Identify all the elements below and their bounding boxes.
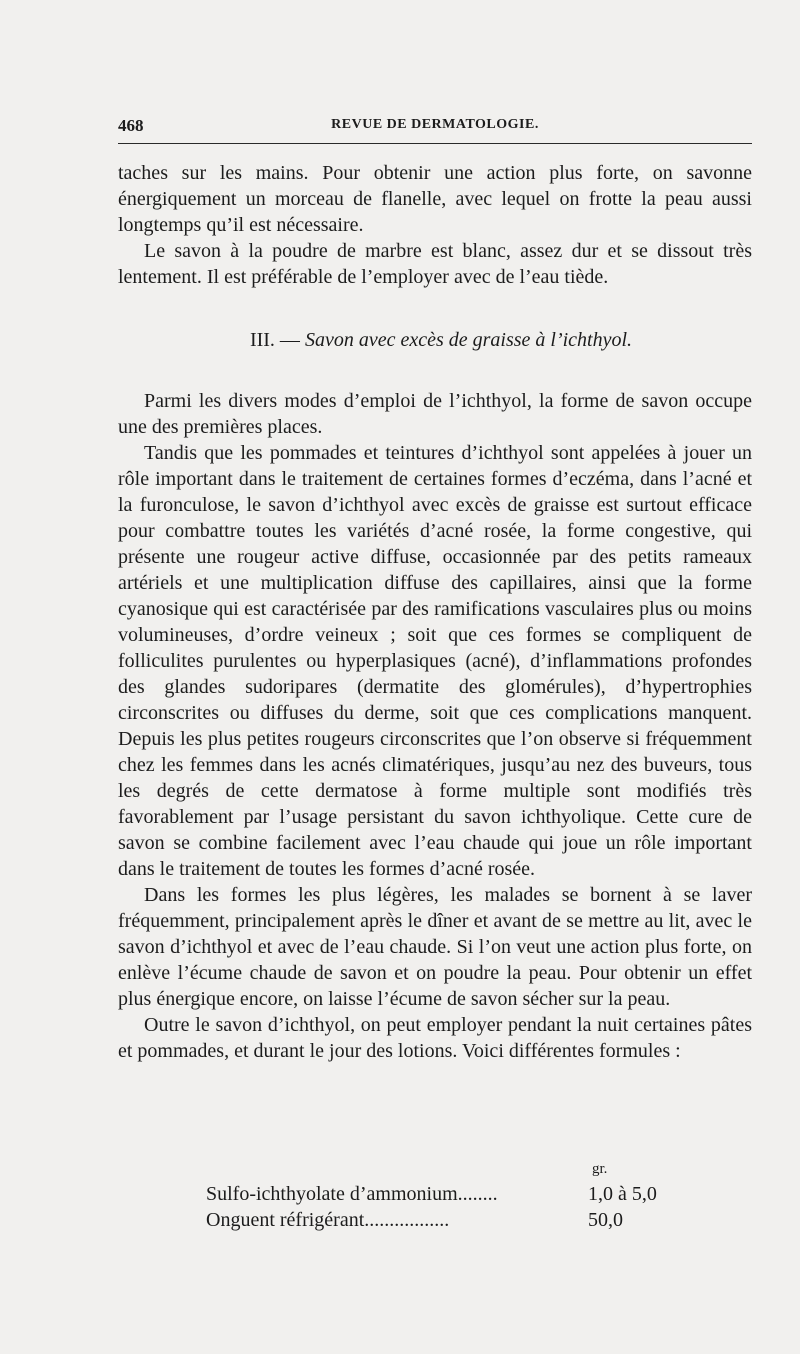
paragraph: Outre le savon d’ichthyol, on peut employer pendant la nuit certaines pâtes et pommades, et durant le jour des lotions. Voici différentes formules : bbox=[118, 1014, 752, 1062]
ingredient-name: Onguent réfrigérant................. bbox=[206, 1209, 450, 1231]
paragraph: Dans les formes les plus légères, les malades se bornent à se laver fréquemment, principalement après le dîner et avant de se mettre au lit, avec le savon d’ichthyol et avec de l’eau chaude. Si l’on veut une action plus forte, on enlève l’écume chaude de savon et on poudre la peau. Pour obtenir un effet plus énergique encore, on laisse l’écume de savon sécher sur la peau. bbox=[118, 884, 752, 1010]
section-heading bbox=[124, 327, 758, 353]
formula-row bbox=[206, 1207, 676, 1233]
paragraph: taches sur les mains. Pour obtenir une action plus forte, on savonne énergiquement un morceau de flanelle, avec lequel on frotte la peau aussi longtemps qu’il est nécessaire. bbox=[118, 162, 752, 236]
formula-row bbox=[206, 1181, 676, 1207]
running-title: REVUE DE DERMATOLOGIE. bbox=[331, 117, 539, 132]
section-title: Savon avec excès de graisse à l’ichthyol. bbox=[304, 329, 633, 351]
ingredient-quantity: 1,0 à 5,0 bbox=[588, 1183, 657, 1205]
ingredient-name: Sulfo-ichthyolate d’ammonium........ bbox=[206, 1183, 498, 1205]
body-text bbox=[118, 160, 752, 1064]
paragraph: Le savon à la poudre de marbre est blanc, assez dur et se dissout très lentement. Il est préférable de l’employer avec de l’eau tiède. bbox=[118, 240, 752, 288]
section-number: III. — bbox=[249, 329, 300, 351]
paragraph: Parmi les divers modes d’emploi de l’ichthyol, la forme de savon occupe une des premières places. bbox=[118, 390, 752, 438]
unit-label: gr. bbox=[592, 1161, 608, 1177]
page-number: 468 bbox=[118, 116, 144, 135]
paragraph: Tandis que les pommades et teintures d’ichthyol sont appelées à jouer un rôle important dans le traitement de certaines formes d’eczéma, dans l’acné et la furonculose, le savon d’ichthyol avec excès de graisse est surtout efficace pour combattre toutes les variétés d’acné rosée, la forme congestive, qui présente une rougeur active diffuse, occasionnée par des petits rameaux artériels et une multiplication diffuse des capillaires, ainsi que la forme cyanosique qui est caractérisée par des ramifications vasculaires plus ou moins volumineuses, d’ordre veineux ; soit que ces formes se compliquent de folliculites purulentes ou hyperplasiques (acné), d’inflammations profondes des glandes sudoripares (dermatite des glomérules), d’hypertrophies circonscrites ou diffuses du derme, soit que ces complications manquent. Depuis les plus petites rougeurs circonscrites que l’on observe si fréquemment chez les femmes dans les acnés climatériques, jusqu’au nez des buveurs, tous les degrés de cette dermatose à forme multiple sont modifiés très favorablement par l’usage persistant du savon ichthyolique. Cette cure de savon se combine facilement avec l’eau chaude qui joue un rôle important dans le traitement de toutes les formes d’acné rosée. bbox=[118, 442, 752, 880]
ingredient-quantity: 50,0 bbox=[588, 1209, 623, 1231]
page-header bbox=[118, 112, 752, 138]
header-rule bbox=[118, 143, 752, 144]
